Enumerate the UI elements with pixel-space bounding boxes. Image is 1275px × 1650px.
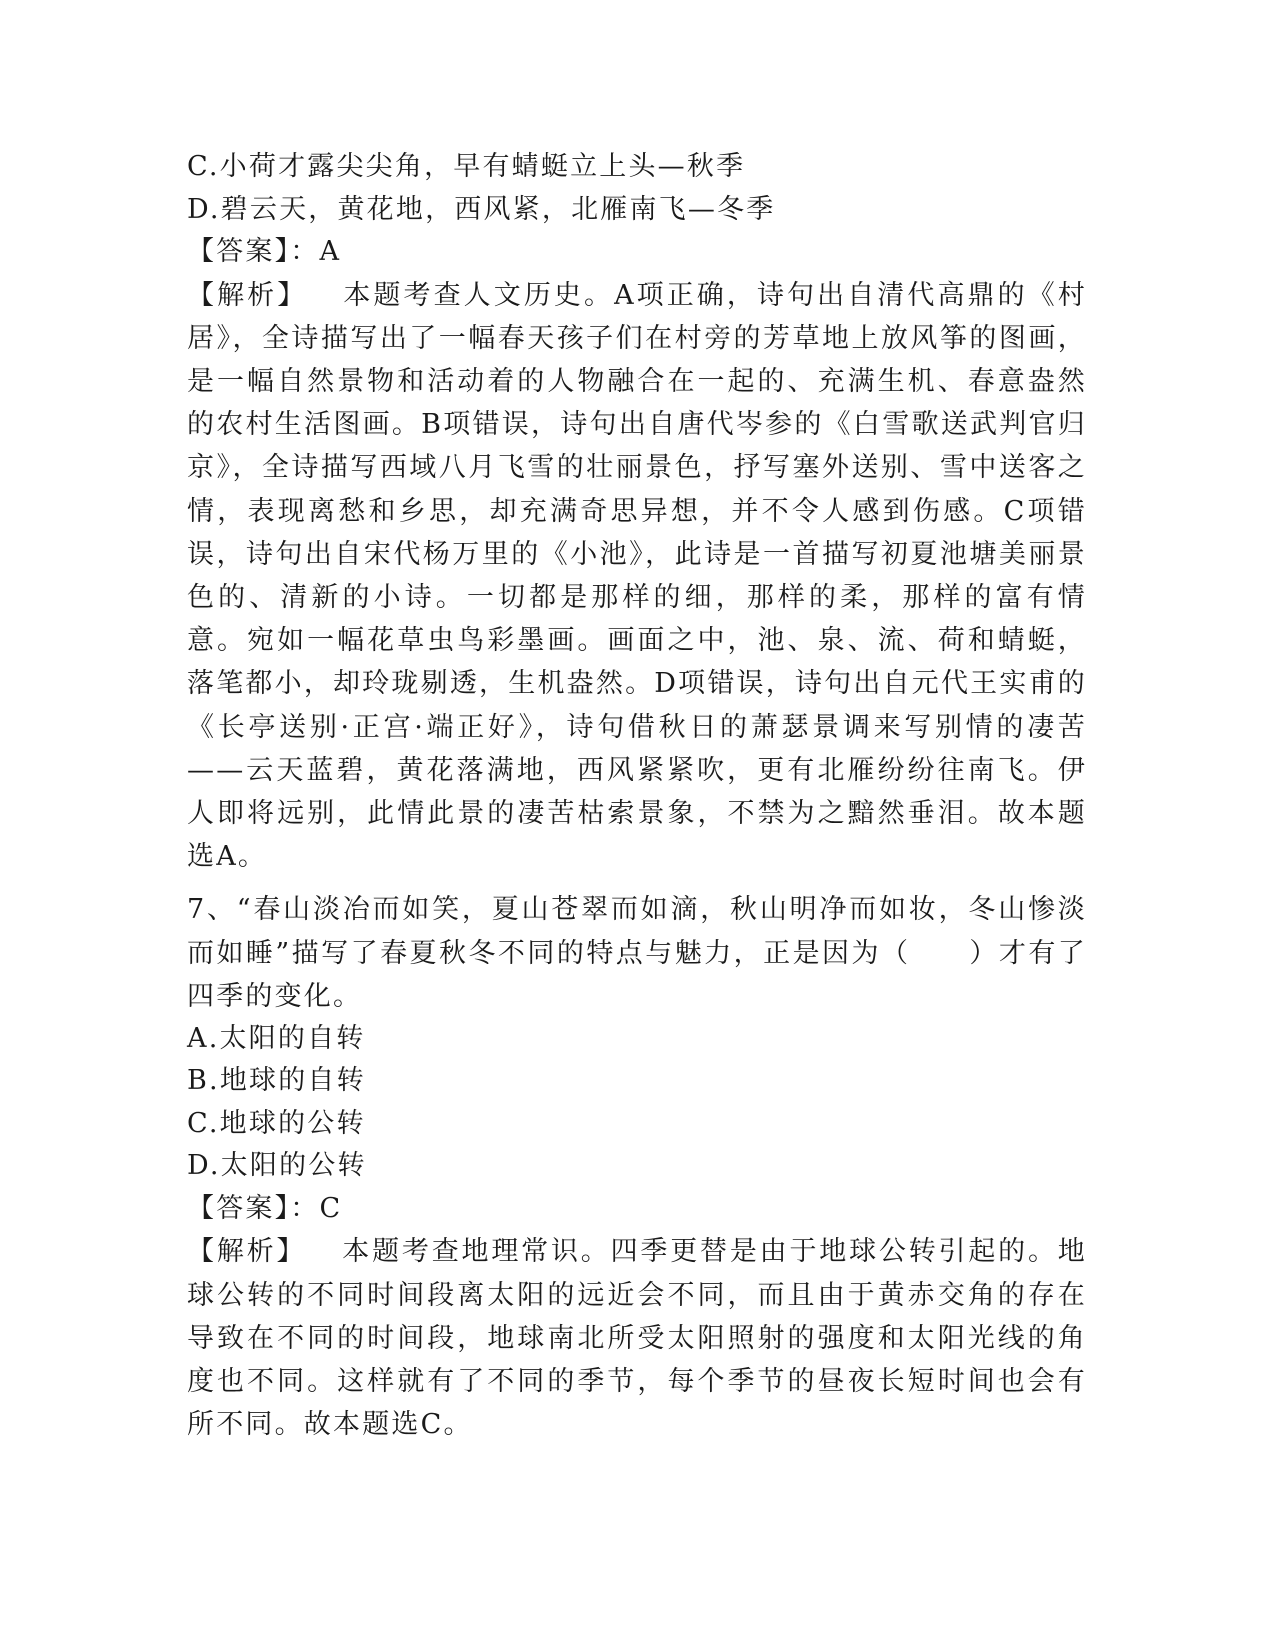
q7-question: 7、“春山淡冶而如笑，夏山苍翠而如滴，秋山明净而如妆，冬山惨淡而如睡”描写了春夏秋冬不同的特点与魅力，正是因为（ ）才有了四季的变化。	[187, 894, 1087, 1012]
q7-option-a: A.太阳的自转	[187, 1022, 366, 1054]
q6-analysis-text: 本题考查人文历史。A项正确，诗句出自清代高鼎的《村居》，全诗描写出了一幅春天孩子们在村旁的芳草地上放风筝的图画，是一幅自然景物和活动着的人物融合在一起的、充满生机、春意盎然的农村生活图画。B项错误，诗句出自唐代岑参的《白雪歌送武判官归京》，全诗描写西域八月飞雪的壮丽景色，抒写塞外送别、雪中送客之情，表现离愁和乡思，却充满奇思异想，并不令人感到伤感。C项错误，诗句出自宋代杨万里的《小池》，此诗是一首描写初夏池塘美丽景色的、清新的小诗。一切都是那样的细，那样的柔，那样的富有情意。宛如一幅花草虫鸟彩墨画。画面之中，池、泉、流、荷和蜻蜓，落笔都小，却玲珑剔透，生机盎然。D项错误，诗句出自元代王实甫的《长亭送别·正宫·端正好》，诗句借秋日的萧瑟景调来写别情的凄苦——云天蓝碧，黄花落满地，西风紧紧吹，更有北雁纷纷往南飞。伊人即将远别，此情此景的凄苦枯索景象，不禁为之黯然垂泪。故本题选A。	[187, 279, 1087, 873]
q7-analysis-text: 本题考查地理常识。四季更替是由于地球公转引起的。地球公转的不同时间段离太阳的远近会不同，而且由于黄赤交角的存在导致在不同的时间段，地球南北所受太阳照射的强度和太阳光线的角度也不同。这样就有了不同的季节，每个季节的昼夜长短时间也会有所不同。故本题选C。	[187, 1236, 1087, 1441]
q6-analysis-tag: 【解析】	[187, 279, 308, 311]
q7-analysis-tag: 【解析】	[187, 1236, 307, 1268]
q7-option-b: B.地球的自转	[187, 1065, 366, 1097]
q7-answer: 【答案】：C	[187, 1192, 343, 1224]
q7-analysis	[187, 1230, 1087, 1446]
q6-answer: 【答案】：A	[187, 236, 342, 267]
spacer	[187, 878, 1087, 888]
q7-option-c: C.地球的公转	[187, 1107, 366, 1139]
q6-analysis	[187, 274, 1087, 879]
document-page	[187, 146, 1087, 1446]
q7-option-d: D.太阳的公转	[187, 1150, 367, 1182]
q6-option-d: D.碧云天，黄花地，西风紧，北雁南飞—冬季	[187, 193, 776, 225]
q6-option-c: C.小荷才露尖尖角，早有蜻蜓立上头—秋季	[187, 151, 746, 182]
